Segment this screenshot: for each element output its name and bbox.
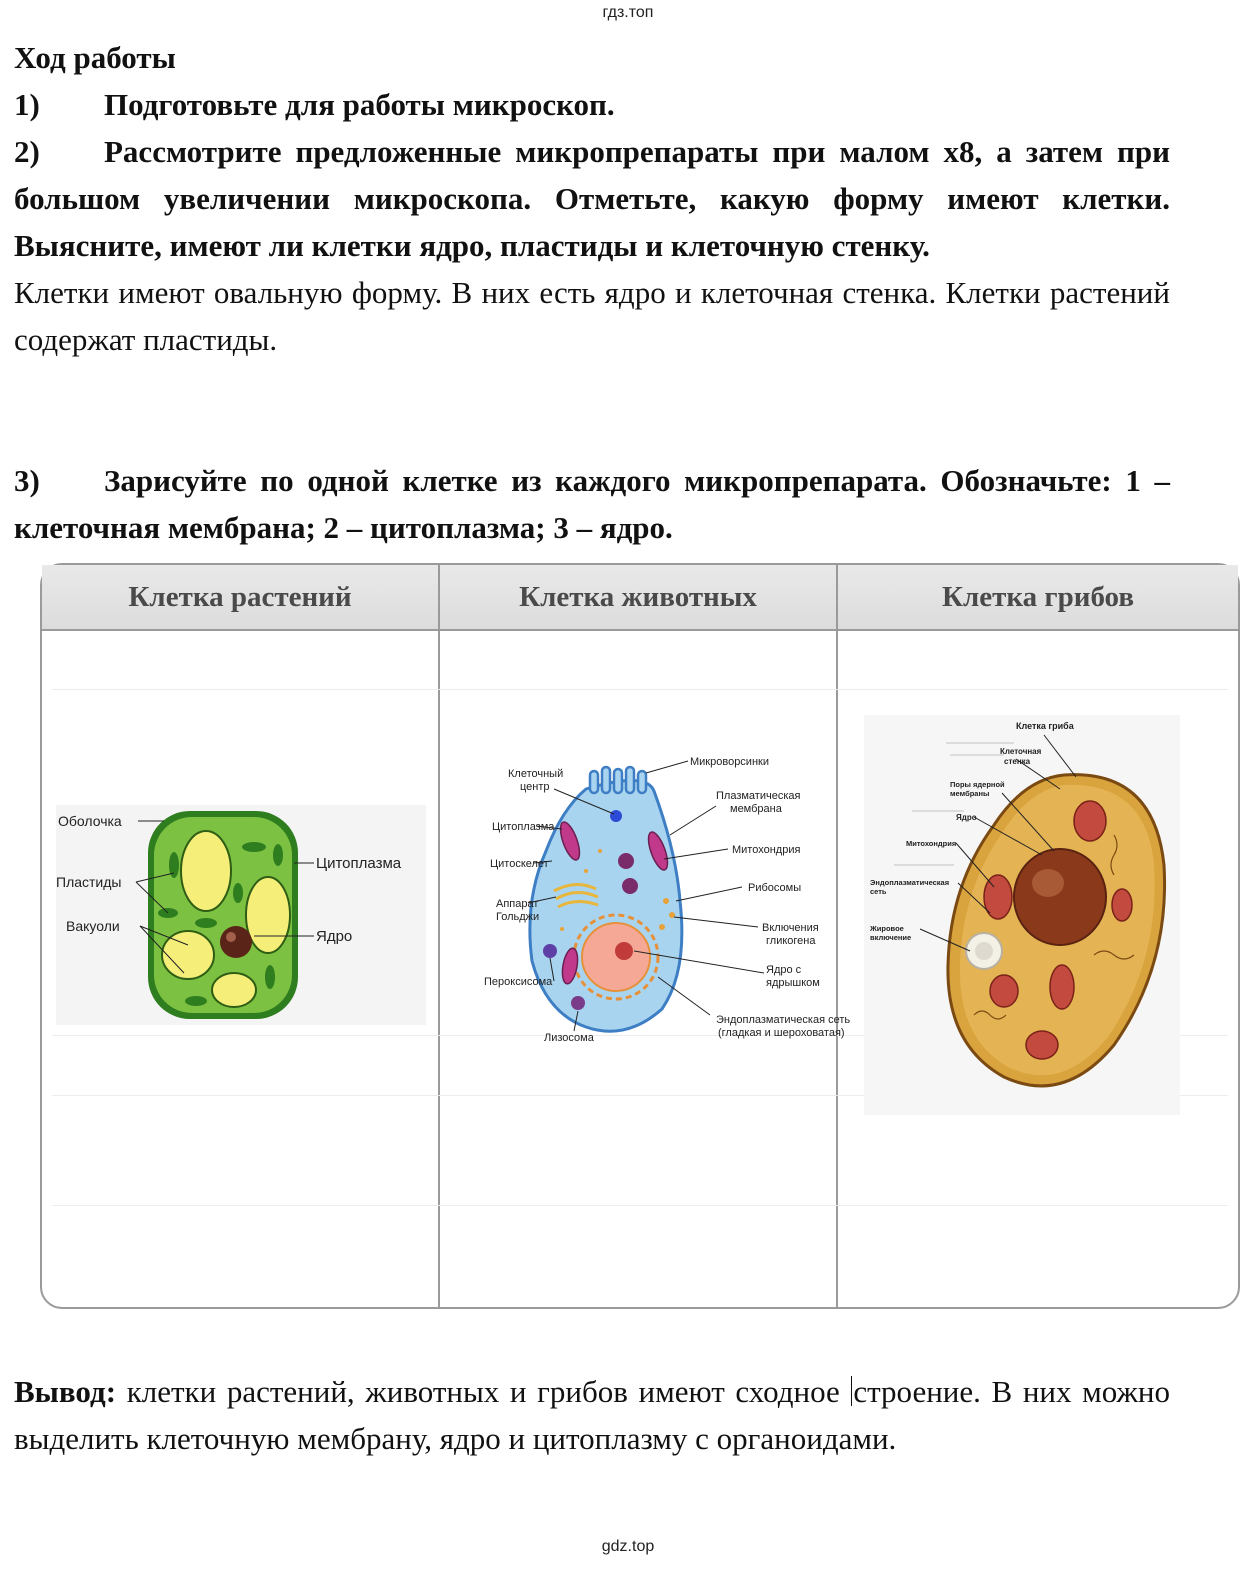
section-heading: Ход работы [14, 40, 176, 75]
label-golgi: Аппарат [496, 898, 539, 910]
label-er: (гладкая и шероховатая) [718, 1027, 845, 1039]
step-2 [14, 128, 1170, 269]
label-ribosomes: Рибосомы [748, 882, 802, 894]
plant-cell-diagram [56, 805, 426, 1025]
label-glycogen: гликогена [766, 935, 816, 947]
mitochondrion [1112, 889, 1132, 921]
plastid [265, 965, 275, 989]
label-centrosome: центр [520, 781, 550, 793]
table-header-row [42, 565, 1238, 631]
plastid [195, 918, 217, 928]
step-number: 2) [14, 134, 40, 169]
vesicle [622, 878, 638, 894]
fungus-nucleus [1014, 849, 1106, 945]
watermark-bottom: gdz.top [601, 1538, 655, 1555]
lysosome [571, 996, 585, 1010]
label-mitochondria: Митохондрия [732, 844, 801, 856]
document-body [14, 34, 1170, 363]
plastid [273, 844, 283, 866]
animal-nucleus [582, 923, 650, 991]
label-membrane: мембрана [730, 803, 782, 815]
fat-inclusion-core [975, 942, 993, 960]
column-divider [438, 565, 440, 1307]
animal-cell-diagram [466, 751, 851, 1051]
plant-vacuole [181, 831, 231, 911]
nucleus-highlight [226, 932, 236, 942]
plastid [233, 883, 243, 903]
nucleus-highlight [1032, 869, 1064, 897]
label-shell: Оболочка [58, 813, 122, 829]
label-fungus-cell: Клетка гриба [1016, 721, 1074, 731]
label-lysosome: Лизосома [544, 1032, 594, 1044]
step-text: Подготовьте для работы микроскоп. [104, 87, 615, 122]
conclusion-text-continued: строение. В них можно выделить клеточную мембрану, ядро и цитоплазму с органоидами. [14, 1374, 1171, 1456]
conclusion-label: Вывод: [14, 1374, 117, 1409]
step-text: Рассмотрите предложенные микропрепараты при малом х8, а затем при большом увеличении микроскопа. Отметьте, какую форму имеют клетки. Выясните, имеют ли клетки ядро, пластиды и клеточную стенку. [14, 134, 1170, 263]
label-cytoplasm: Цитоплазма [316, 855, 402, 872]
label-er: Эндоплазматическая [870, 878, 950, 887]
microvilli [590, 767, 646, 793]
label-nucleus: Ядро [956, 813, 977, 822]
conclusion [14, 1368, 1170, 1462]
label-nucleus: Ядро [316, 928, 353, 945]
label-plastids: Пластиды [56, 874, 122, 890]
label-glycogen: Включения [762, 922, 819, 934]
label-fat: Жировое [870, 924, 904, 933]
faded-ruling [52, 1205, 1228, 1206]
peroxisome [543, 944, 557, 958]
label-cytoplasm: Цитоплазма [492, 821, 555, 833]
label-vacuoles: Вакуоли [66, 918, 120, 934]
animal-plasma-membrane [530, 780, 682, 1031]
label-wall: Клеточная [1000, 747, 1042, 756]
plastid [242, 842, 266, 852]
label-mitochondria: Митохондрия [906, 839, 957, 848]
label-er: сеть [870, 887, 887, 896]
label-pores: мембраны [950, 789, 990, 798]
fungus-cell-diagram [864, 715, 1180, 1115]
plant-nucleus [220, 926, 252, 958]
vesicle [618, 853, 634, 869]
mitochondrion [1074, 801, 1106, 841]
mitochondrion [1050, 965, 1074, 1009]
label-golgi: Гольджи [496, 911, 540, 923]
header-fungus-cell: Клетка грибов [942, 581, 1134, 613]
centrosome [610, 810, 622, 822]
header-animal-cell: Клетка животных [519, 581, 757, 613]
label-centrosome: Клеточный [508, 768, 564, 780]
column-divider [836, 565, 838, 1307]
label-fat: включение [870, 933, 912, 942]
label-wall: стенка [1004, 757, 1031, 766]
step-2-answer: Клетки имеют овальную форму. В них есть ядро и клеточная стенка. Клетки растений содержат пластиды. [14, 275, 1170, 357]
step-text: Зарисуйте по одной клетке из каждого микропрепарата. Обозначьте: 1 – клеточная мембрана; 2 – цитоплазма; 3 – ядро. [14, 463, 1170, 545]
step-3 [14, 457, 1170, 551]
label-membrane: Плазматическая [716, 790, 801, 802]
step-number: 1) [14, 87, 40, 122]
label-er: Эндоплазматическая сеть [716, 1014, 851, 1026]
label-peroxisome: Пероксисома [484, 976, 553, 988]
conclusion-text: клетки растений, животных и грибов имеют сходное [126, 1374, 840, 1409]
label-microvilli: Микроворсинки [690, 756, 769, 768]
header-plant-cell: Клетка растений [128, 581, 352, 613]
mitochondrion [990, 975, 1018, 1007]
plant-vacuole [246, 877, 290, 953]
label-nucleus: ядрышком [766, 977, 820, 989]
cell-drawings-table [40, 563, 1240, 1309]
watermark-top: гдз.топ [602, 4, 654, 21]
label-nucleus: Ядро с [766, 964, 802, 976]
nucleolus [615, 942, 633, 960]
step-1 [14, 81, 1170, 128]
faded-ruling [52, 689, 1228, 690]
mitochondrion [1026, 1031, 1058, 1059]
label-cytoskeleton: Цитоскелет [490, 858, 549, 870]
label-pores: Поры ядерной [950, 780, 1005, 789]
mitochondrion [984, 875, 1012, 919]
plastid [185, 996, 207, 1006]
step-number: 3) [14, 463, 40, 498]
plant-vacuole [212, 973, 256, 1007]
